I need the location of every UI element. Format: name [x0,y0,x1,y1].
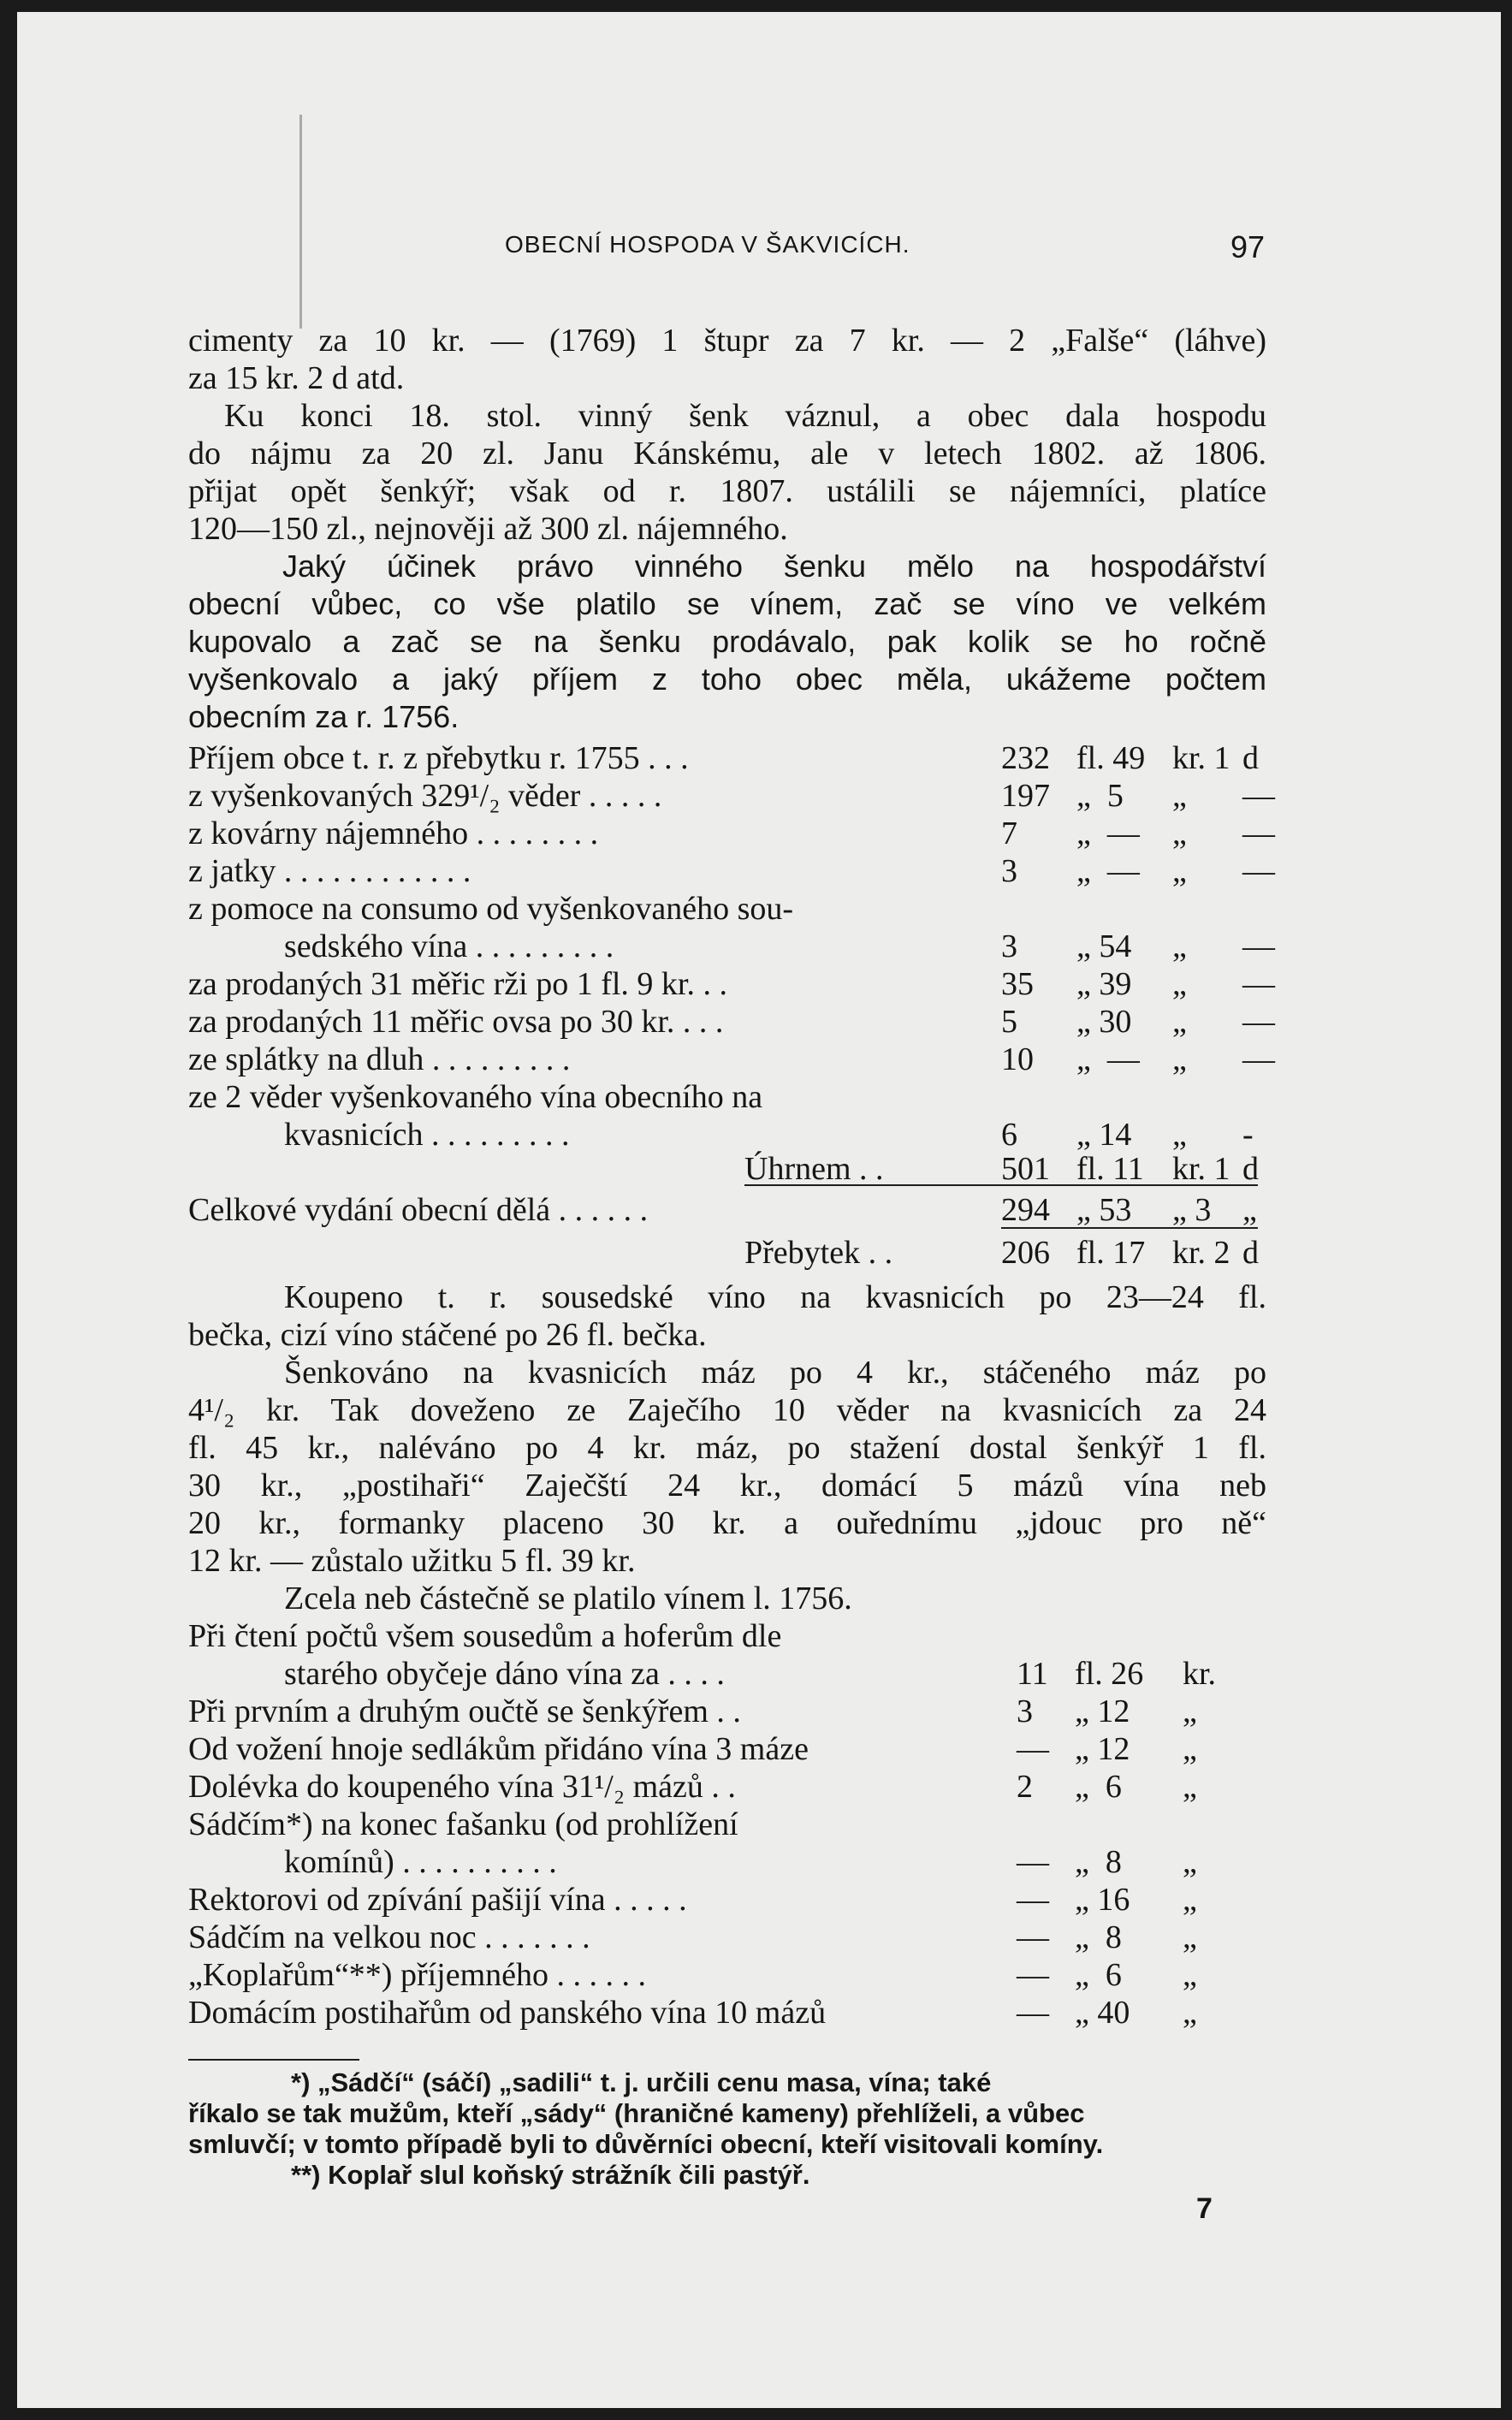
wine-text-line: 12 kr. — zůstalo užitku 5 fl. 39 kr. [188,1543,636,1579]
account-row-fl-unit: „ 30 [1076,1004,1132,1040]
wine-row-fl: 11 [1017,1656,1048,1692]
intro-line: obecní vůbec, co vše platilo se vínem, zač se víno ve velkém [188,586,1266,621]
running-title: OBECNÍ HOSPODA V ŠAKVICÍCH. [505,231,910,258]
wine-text-line: Šenkováno na kvasnicích máz po 4 kr., stáčeného máz po [284,1355,1266,1391]
wine-row-fl-unit: „ 6 [1075,1957,1122,1993]
account-row-fl-unit: „ — [1076,1041,1140,1077]
account-row-fl-unit: „ 54 [1076,928,1132,964]
intro-line: za 15 kr. 2 d atd. [188,360,405,396]
account-row-kr: „ [1172,1117,1187,1153]
account-row-kr: „ [1172,1004,1187,1040]
intro-line: Ku konci 18. stol. vinný šenk váznul, a obec dala hospodu [224,398,1266,434]
wine-row-kr: „ [1183,1919,1197,1955]
wine-row-label: „Koplařům“**) příjemného . . . . . . [188,1957,647,1993]
wine-row-label: Sádčím*) na konec fašanku (od prohlížení [188,1806,738,1842]
account-row-d: — [1242,966,1275,1002]
expenses-d: „ [1242,1192,1257,1228]
intro-line: přijat opět šenkýř; však od r. 1807. ustálili se nájemníci, platíce [188,473,1266,509]
account-row-fl: 197 [1001,778,1050,814]
wine-row-fl: 2 [1017,1769,1033,1805]
wine-row-fl: — [1017,1731,1049,1767]
account-row-label: ze 2 věder vyšenkovaného vína obecního na [188,1079,763,1115]
intro-line: do nájmu za 20 zl. Janu Kánskému, ale v letech 1802. až 1806. [188,436,1266,472]
surplus-label: Přebytek . . [744,1235,893,1271]
surplus-d: d [1242,1235,1259,1271]
account-row-label: kvasnicích . . . . . . . . . [284,1117,570,1153]
account-row-label: Příjem obce t. r. z přebytku r. 1755 . . . [188,740,689,776]
account-row-kr: „ [1172,853,1187,889]
account-row-fl: 35 [1001,966,1034,1002]
intro-line: cimenty za 10 kr. — (1769) 1 štupr za 7 kr. — 2 „Falše“ (láhve) [188,323,1266,359]
wine-row-kr: „ [1183,1769,1197,1805]
book-page [17,12,1501,2408]
wine-row-fl: — [1017,1995,1049,2031]
wine-row-fl: 3 [1017,1693,1033,1729]
account-row-d: - [1242,1117,1254,1153]
intro-line: vyšenkovalo a jaký příjem z toho obec měla, ukážeme počtem [188,661,1266,697]
wine-row-fl: — [1017,1919,1049,1955]
intro-line: Jaký účinek právo vinného šenku mělo na hospodářství [282,549,1266,584]
wine-row-label: komínů) . . . . . . . . . . [284,1844,557,1880]
wine-row-fl-unit: „ 12 [1075,1693,1130,1729]
account-row-kr: „ [1172,778,1187,814]
account-row-kr: „ [1172,966,1187,1002]
surplus-fl-unit: fl. 17 [1076,1235,1146,1271]
account-row-d: — [1242,1004,1275,1040]
wine-row-fl-unit: „ 12 [1075,1731,1130,1767]
wine-row-kr: „ [1183,1882,1197,1918]
wine-row-label: Domácím postihařům od panského vína 10 mázů [188,1995,827,2031]
account-row-label: za prodaných 31 měřic rži po 1 fl. 9 kr. . . [188,966,727,1002]
page-number: 97 [1230,229,1266,264]
account-row-fl-unit: „ 14 [1076,1117,1132,1153]
wine-row-label: Při prvním a druhým oučtě se šenkýřem . . [188,1693,741,1729]
expenses-fl: 294 [1001,1192,1050,1228]
wine-text-line: fl. 45 kr., nalévánо po 4 kr. máz, po stažení dostal šenkýř 1 fl. [188,1430,1266,1466]
total-d: d [1242,1151,1259,1187]
intro-line: 120—150 zl., nejnověji až 300 zl. nájemného. [188,511,788,547]
scan-artifact-line [299,115,302,329]
wine-row-fl-unit: fl. 26 [1075,1656,1144,1692]
expenses-label: Celkové vydání obecní dělá . . . . . . [188,1192,649,1228]
footnote-line: říkalo se tak mužům, kteří „sády“ (hraničné kameny) přehlíželi, a vůbec [188,2098,1085,2128]
signature-mark: 7 [1196,2192,1213,2225]
account-row-fl: 7 [1001,816,1017,851]
surplus-fl: 206 [1001,1235,1050,1271]
footnote-line: smluvčí; v tomto případě byli to důvěrníci obecní, kteří visitovali komíny. [188,2129,1104,2159]
account-row-d: — [1242,816,1275,851]
account-row-fl: 232 [1001,740,1050,776]
wine-row-label: Sádčím na velkou noc . . . . . . . [188,1919,590,1955]
surplus-kr: kr. 2 [1172,1235,1230,1271]
wine-text-line: Zcela neb částečně se platilo vínem l. 1756. [284,1581,852,1616]
wine-text-line: 30 kr., „postihaři“ Zaječští 24 kr., domácí 5 mázů vína neb [188,1468,1266,1504]
intro-line: kupovalo a zač se na šenku prodávalo, pak kolik se ho ročně [188,624,1266,659]
account-row-fl: 10 [1001,1041,1034,1077]
wine-row-label: Od vožení hnoje sedlákům přidáno vína 3 máze [188,1731,809,1767]
total-fl-unit: fl. 11 [1076,1151,1144,1187]
account-row-fl: 3 [1001,928,1017,964]
account-row-fl: 6 [1001,1117,1017,1153]
account-row-d: — [1242,928,1275,964]
account-row-kr: kr. 1 [1172,740,1230,776]
wine-row-kr: „ [1183,1844,1197,1880]
wine-row-label: Rektorovi od zpívání pašijí vína . . . . . [188,1882,687,1918]
account-row-d: — [1242,853,1275,889]
account-row-fl-unit: fl. 49 [1076,740,1146,776]
wine-text-line: Koupeno t. r. sousedské víno na kvasnicích po 23—24 fl. [284,1279,1266,1315]
wine-row-fl-unit: „ 40 [1075,1995,1130,2031]
wine-text-line: 20 kr., formanky placeno 30 kr. a ouřednímu „jdouc pro ně“ [188,1505,1266,1541]
account-row-label: z jatky . . . . . . . . . . . . [188,853,471,889]
wine-row-kr: „ [1183,1693,1197,1729]
account-row-kr: „ [1172,928,1187,964]
account-row-label: z vyšenkovaných 329¹/₂ věder . . . . . [188,778,662,814]
account-row-fl-unit: „ — [1076,816,1140,851]
wine-row-fl-unit: „ 8 [1075,1919,1122,1955]
wine-row-fl: — [1017,1957,1049,1993]
account-row-fl-unit: „ — [1076,853,1140,889]
account-row-label: ze splátky na dluh . . . . . . . . . [188,1041,571,1077]
account-row-d: d [1242,740,1259,776]
total-kr: kr. 1 [1172,1151,1230,1187]
account-row-fl: 3 [1001,853,1017,889]
account-row-kr: „ [1172,1041,1187,1077]
expenses-kr: „ 3 [1172,1192,1212,1228]
account-row-label: z kovárny nájemného . . . . . . . . [188,816,599,851]
footnote-line: **) Koplař slul koňský strážník čili pastýř. [291,2160,810,2190]
intro-line: obecním za r. 1756. [188,699,460,734]
total-fl: 501 [1001,1151,1050,1187]
account-row-label: z pomoce na consumo od vyšenkovaného sou- [188,891,794,927]
footnote-rule [188,2059,359,2061]
account-row-d: — [1242,778,1275,814]
wine-row-fl-unit: „ 16 [1075,1882,1130,1918]
wine-row-kr: „ [1183,1957,1197,1993]
wine-row-fl-unit: „ 6 [1075,1769,1122,1805]
account-row-fl: 5 [1001,1004,1017,1040]
wine-row-fl-unit: „ 8 [1075,1844,1122,1880]
expenses-fl-unit: „ 53 [1076,1192,1132,1228]
account-row-label: za prodaných 11 měřic ovsa po 30 kr. . . . [188,1004,724,1040]
wine-row-label: starého obyčeje dáno vína za . . . . [284,1656,725,1692]
wine-row-fl: — [1017,1844,1049,1880]
wine-row-kr: „ [1183,1995,1197,2031]
wine-row-fl: — [1017,1882,1049,1918]
account-row-fl-unit: „ 5 [1076,778,1124,814]
account-row-label: sedského vína . . . . . . . . . [284,928,614,964]
account-row-fl-unit: „ 39 [1076,966,1132,1002]
footnote-line: *) „Sádčí“ (sáčí) „sadili“ t. j. určili cenu masa, vína; také [291,2067,992,2097]
wine-row-label: Při čtení počtů všem sousedům a hoferům dle [188,1618,782,1654]
wine-text-line: bečka, cizí víno stáčené po 26 fl. bečka. [188,1317,707,1353]
account-row-kr: „ [1172,816,1187,851]
wine-row-kr: kr. [1183,1656,1217,1692]
total-label: Úhrnem . . [744,1151,884,1187]
account-row-d: — [1242,1041,1275,1077]
wine-row-kr: „ [1183,1731,1197,1767]
wine-row-label: Dolévka do koupeného vína 31¹/₂ mázů . . [188,1769,736,1805]
wine-text-line: 4¹/₂ kr. Tak doveženo ze Zaječího 10 věder na kvasnicích za 24 [188,1392,1266,1428]
